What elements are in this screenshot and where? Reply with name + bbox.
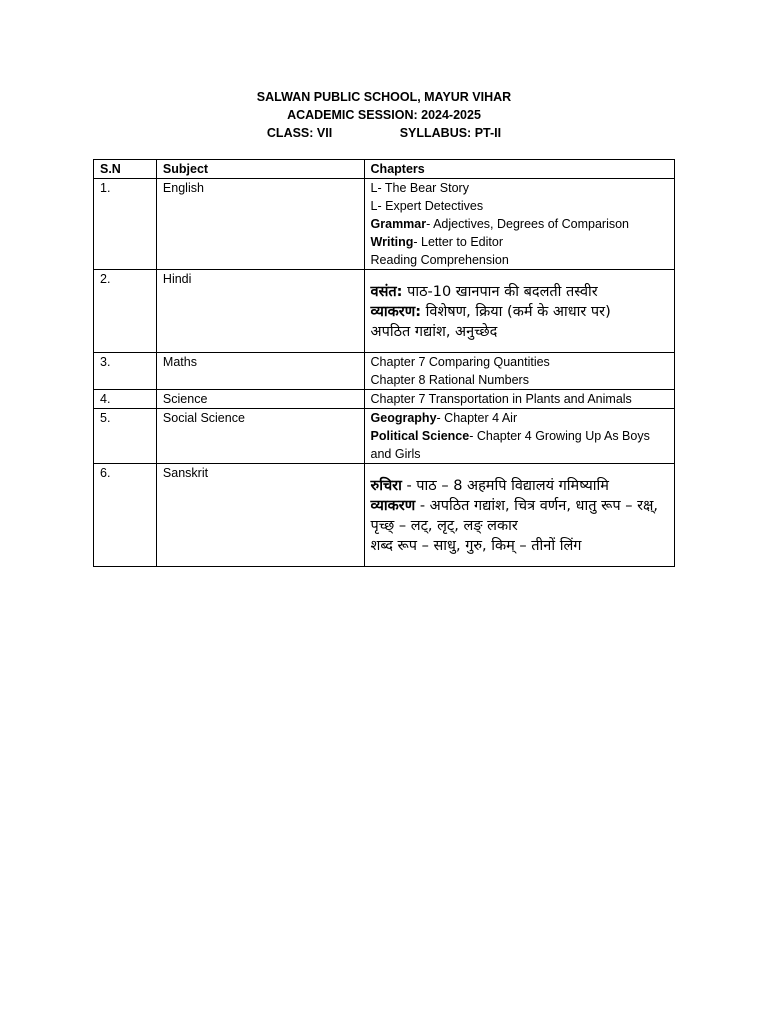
serial-number: 3. [94, 353, 157, 390]
chapter-line: Chapter 7 Transportation in Plants and Animals [370, 392, 632, 406]
chapter-line: Writing- Letter to Editor [370, 235, 503, 249]
syllabus-table [93, 159, 675, 567]
chapter-line: Geography- Chapter 4 Air [370, 411, 518, 425]
table-row [94, 409, 675, 464]
class-label: CLASS: VII [266, 126, 333, 140]
table-row [94, 390, 675, 409]
chapter-line: L- The Bear Story [370, 181, 469, 195]
document-header [0, 88, 768, 142]
chapter-line: Reading Comprehension [370, 253, 509, 267]
subject-name: Sanskrit [156, 464, 364, 567]
chapters-cell [364, 464, 674, 567]
chapter-line: Chapter 8 Rational Numbers [370, 373, 529, 387]
chapter-line: अपठित गद्यांश, अनुच्छेद [370, 324, 498, 340]
subject-name: English [156, 179, 364, 270]
chapters-cell [364, 179, 674, 270]
subject-name: Science [156, 390, 364, 409]
table-row [94, 464, 675, 567]
subject-name: Maths [156, 353, 364, 390]
table-header-row [94, 160, 675, 179]
class-syllabus-line [0, 124, 768, 142]
chapter-line: वसंत: पाठ-10 खानपान की बदलती तस्वीर [370, 284, 598, 300]
column-header-sn: S.N [94, 160, 157, 179]
column-header-chapters: Chapters [364, 160, 674, 179]
chapter-line: Grammar- Adjectives, Degrees of Comparison [370, 217, 629, 231]
chapter-line: L- Expert Detectives [370, 199, 484, 213]
column-header-subject: Subject [156, 160, 364, 179]
chapter-line: रुचिरा - पाठ – 8 अहमपि विद्यालयं गमिष्यामि [370, 478, 609, 494]
chapters-cell [364, 390, 674, 409]
academic-session: ACADEMIC SESSION: 2024-2025 [287, 108, 481, 122]
chapter-line: Political Science- Chapter 4 Growing Up As Boys and Girls [370, 429, 650, 461]
school-name: SALWAN PUBLIC SCHOOL, MAYUR VIHAR [256, 90, 512, 104]
chapters-cell [364, 409, 674, 464]
chapter-line: Chapter 7 Comparing Quantities [370, 355, 550, 369]
chapter-line: व्याकरण: विशेषण, क्रिया (कर्म के आधार पर) [370, 304, 611, 320]
serial-number: 4. [94, 390, 157, 409]
serial-number: 1. [94, 179, 157, 270]
chapter-line: व्याकरण - अपठित गद्यांश, चित्र वर्णन, धातु रूप – रक्ष्, पृच्छ् – लट्, लृट्, लङ् लकार [370, 498, 659, 534]
chapters-cell [364, 270, 674, 353]
serial-number: 2. [94, 270, 157, 353]
table-row [94, 353, 675, 390]
table-row [94, 270, 675, 353]
serial-number: 5. [94, 409, 157, 464]
subject-name: Social Science [156, 409, 364, 464]
serial-number: 6. [94, 464, 157, 567]
chapter-line: शब्द रूप – साधु, गुरु, किम् – तीनों लिंग [370, 538, 582, 554]
table-row [94, 179, 675, 270]
chapters-cell [364, 353, 674, 390]
syllabus-label: SYLLABUS: PT-II [399, 126, 502, 140]
subject-name: Hindi [156, 270, 364, 353]
